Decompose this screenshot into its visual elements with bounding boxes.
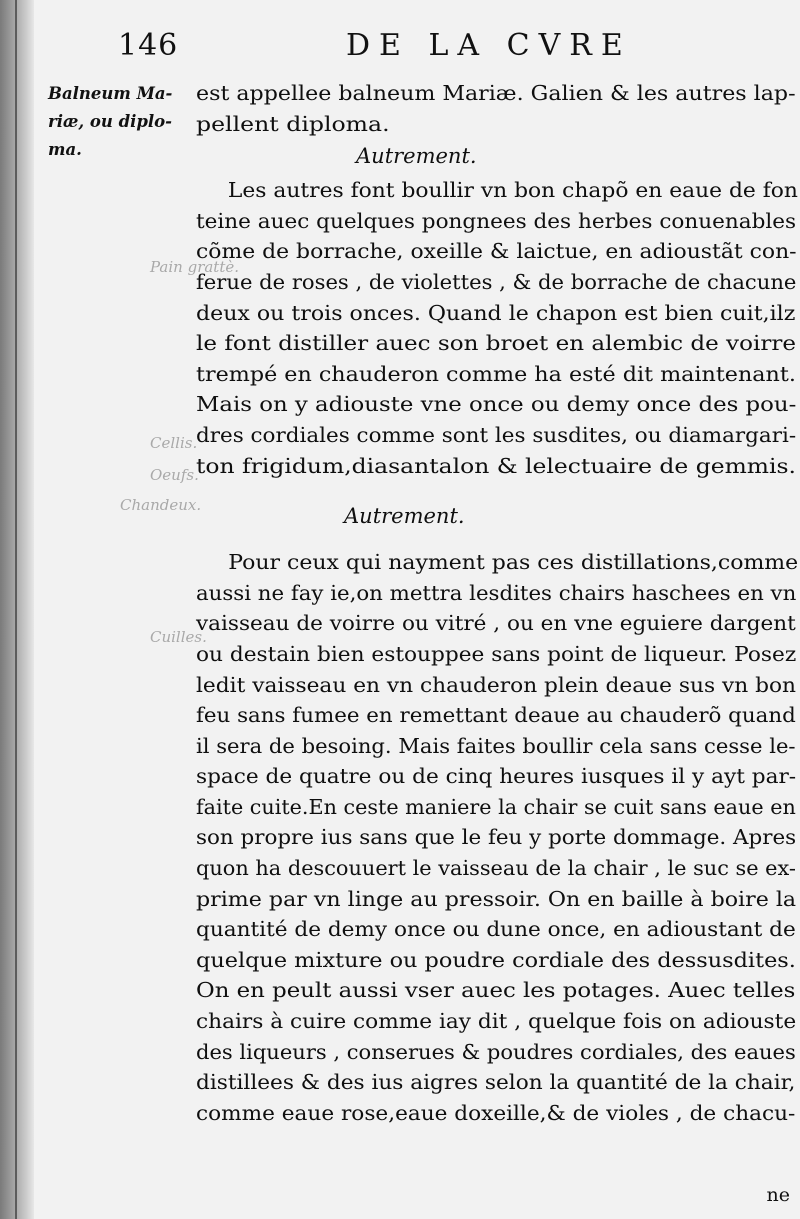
text-line: est appellee balneum Mariæ. Galien & les autres lap- (196, 81, 796, 105)
text-line: Les autres font boullir vn bon chapõ en eaue de fon (227, 178, 798, 203)
margin-note-line: ma. (48, 140, 82, 159)
bleed-through-text: Pain grattè. (150, 258, 240, 276)
text-line: cõme de borrache, oxeille & laictue, en adioustãt con- (196, 239, 797, 264)
text-line: quelque mixture ou poudre cordiale des dessusdites. (196, 947, 796, 972)
body-text (196, 78, 799, 1128)
text-line: ou destain bien estouppee sans point de liqueur. Posez (196, 641, 797, 666)
page-number: 146 (118, 28, 179, 63)
margin-note (48, 80, 188, 164)
text-line: comme eaue rose,eaue doxeille,& de violes , de chacu- (196, 1100, 796, 1125)
text-line: dres cordiales comme sont les susdites, ou diamargari- (196, 422, 797, 447)
text-line: On en peult aussi vser auec les potages. Auec telles (196, 978, 796, 1003)
paragraph (196, 175, 796, 481)
margin-note-line: Balneum Ma- (48, 84, 173, 103)
section-heading: Autrement. (344, 504, 465, 529)
catchword: ne (766, 1184, 790, 1206)
text-line: distillees & des ius aigres selon la quantité de la chair, (196, 1070, 796, 1095)
book-gutter (0, 0, 34, 1219)
text-line: space de quatre ou de cinq heures iusques il y ayt par- (196, 764, 797, 789)
running-head: DE LA CVRE (346, 28, 632, 63)
text-line: quantité de demy once ou dune once, en adioustant de (196, 917, 796, 942)
text-line: quon ha descouuert le vaisseau de la chair , le suc se ex- (196, 856, 796, 881)
text-line: pellent diploma. (196, 111, 390, 136)
margin-note-line: riæ, ou diplo- (48, 112, 173, 131)
text-line: aussi ne fay ie,on mettra lesdites chairs haschees en vn (196, 580, 797, 605)
paragraph (196, 547, 799, 1128)
text-line: chairs à cuire comme iay dit , quelque fois on adiouste (196, 1009, 797, 1034)
text-line: ferue de roses , de violettes , & de borrache de chacune (196, 269, 797, 294)
text-line: Mais on y adiouste vne once ou demy once des pou- (196, 392, 797, 417)
bleed-through-text: Cuilles. (150, 628, 207, 646)
text-line: deux ou trois onces. Quand le chapon est bien cuit,ilz (196, 300, 796, 325)
text-line: il sera de besoing. Mais faites boullir cela sans cesse le- (196, 733, 796, 758)
text-line: son propre ius sans que le feu y porte dommage. Apres (196, 825, 797, 850)
bleed-through-text: Chandeux. (120, 496, 202, 514)
text-line: trempé en chauderon comme ha esté dit maintenant. (196, 361, 796, 386)
bleed-through-text: Cellis. (150, 434, 198, 452)
text-line: prime par vn linge au pressoir. On en baille à boire la (196, 886, 797, 911)
bleed-through-text: Oeufs. (150, 466, 199, 484)
text-line: ledit vaisseau en vn chauderon plein deaue sus vn bon (196, 672, 797, 697)
text-line: teine auec quelques pongnees des herbes conuenables (196, 208, 797, 233)
text-line: des liqueurs , conserues & poudres cordiales, des eaues (196, 1039, 796, 1064)
text-line: le font distiller auec son broet en alembic de voirre (196, 331, 796, 356)
text-line: vaisseau de voirre ou vitré , ou en vne eguiere dargent (196, 611, 796, 636)
text-line: ton frigidum,diasantalon & lelectuaire de gemmis. (196, 453, 796, 478)
section-heading: Autrement. (356, 144, 477, 169)
text-line: faite cuite.En ceste maniere la chair se cuit sans eaue en (196, 794, 796, 819)
text-line: feu sans fumee en remettant deaue au chauderõ quand (196, 703, 796, 728)
text-line: Pour ceux qui nayment pas ces distillations,comme (228, 550, 799, 575)
page-header (118, 28, 758, 72)
